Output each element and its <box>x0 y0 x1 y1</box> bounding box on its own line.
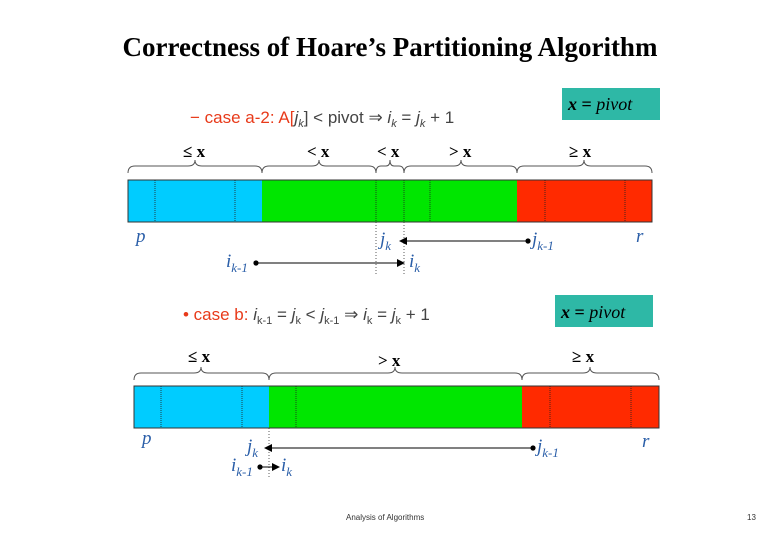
region-label: > x <box>449 142 472 161</box>
r-label: r <box>636 226 644 247</box>
p-label: p <box>136 226 146 247</box>
page-number: 13 <box>747 513 756 522</box>
footer-text: Analysis of Algorithms <box>346 513 425 522</box>
region-label: ≥ x <box>569 142 592 161</box>
jk-1-label: $j_{k-1}$ <box>532 229 554 253</box>
case-a2-heading: − case a-2: $A[j_k]$ < pivot ⇒ $i_k = j_k + 1$ <box>190 108 455 130</box>
case-a2 <box>128 88 660 275</box>
case-b-heading: • case b: $i_{k-1} = j_k < j_{k-1}$ ⇒ $i_k = j_k + 1$ <box>183 305 430 327</box>
svg-text:x = pivot: x = pivot <box>561 302 626 322</box>
p-label: p <box>142 428 152 449</box>
case-a2-heading-prefix: − case a-2: A[ <box>190 108 295 127</box>
slide-title: Correctness of Hoare’s Partitioning Algorithm <box>122 32 658 62</box>
ik-1-label: $i_{k-1}$ <box>231 455 253 479</box>
r-label: r <box>642 431 650 452</box>
jk-1-label: $j_{k-1}$ <box>537 436 559 460</box>
case-b <box>134 295 659 479</box>
region-label: < x <box>377 142 400 161</box>
svg-text:x = pivot: x = pivot <box>568 94 633 114</box>
case-b-array <box>134 386 659 428</box>
jk-label: $j_k$ <box>247 436 259 460</box>
jk-label: $j_k$ <box>380 229 392 253</box>
ik-1-label: $i_{k-1}$ <box>226 251 248 275</box>
case-a2-braces <box>128 160 652 173</box>
ik-label: $i_k$ <box>281 455 293 479</box>
region-label: ≤ x <box>188 347 211 366</box>
case-a2-region-labels <box>183 142 592 161</box>
case-b-pivot-box <box>555 295 653 327</box>
region-label: < x <box>307 142 330 161</box>
case-a2-array <box>128 180 652 222</box>
region-label: ≥ x <box>572 347 595 366</box>
case-a2-pivot-box <box>562 88 660 120</box>
ik-label: $i_k$ <box>409 251 421 275</box>
region-label: > x <box>378 351 401 370</box>
region-label: ≤ x <box>183 142 206 161</box>
